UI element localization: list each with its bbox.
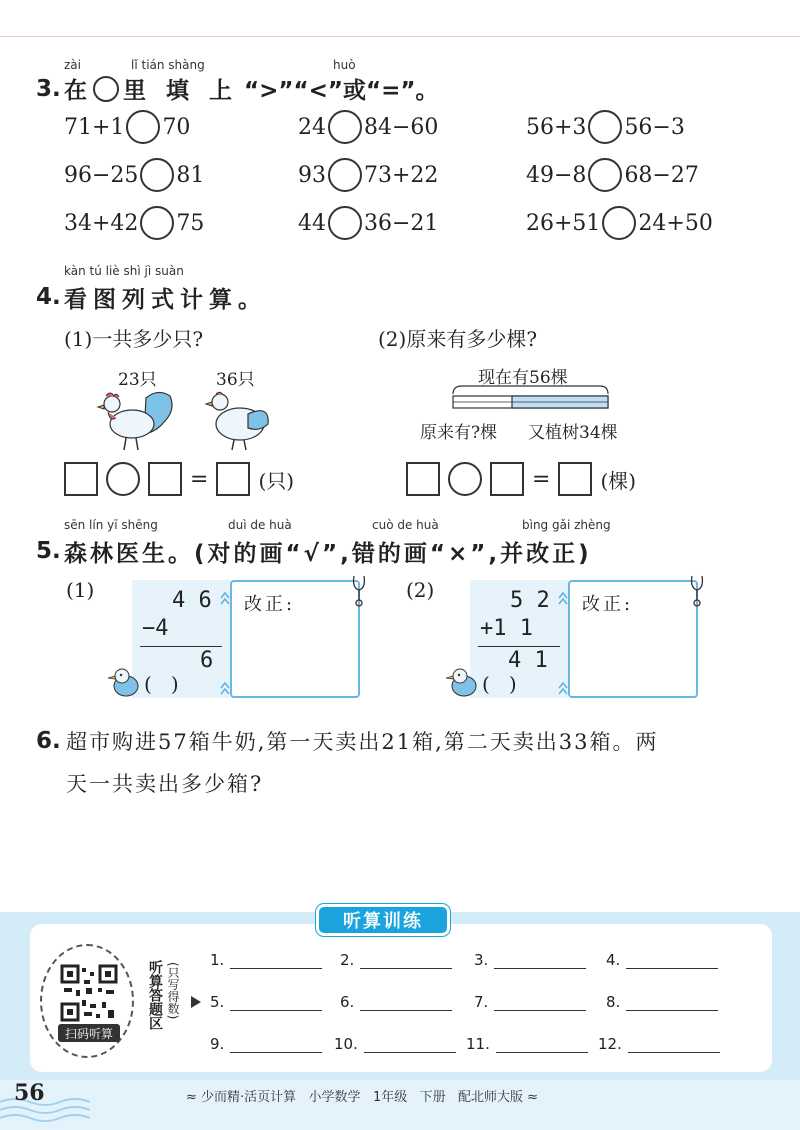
scan-label-text: 扫码听算 bbox=[64, 1026, 113, 1041]
bar-right-label: 又植树34棵 bbox=[528, 423, 618, 443]
equation-row-2 bbox=[406, 462, 636, 496]
listening-banner-title: 听算训练 bbox=[343, 911, 423, 932]
answer-circle[interactable] bbox=[140, 206, 174, 240]
calc-line bbox=[478, 646, 560, 647]
expr-left: 34+42 bbox=[64, 210, 139, 236]
answer-slot[interactable]: 1. bbox=[210, 950, 322, 969]
answer-circle[interactable] bbox=[588, 158, 622, 192]
compare-item bbox=[298, 110, 438, 144]
qr-code-icon[interactable] bbox=[60, 964, 118, 1022]
answer-area-label: 听算答题区 bbox=[147, 960, 163, 1030]
item-label: (2) bbox=[406, 578, 435, 602]
compare-item bbox=[526, 158, 699, 192]
unit-label: (只) bbox=[258, 468, 295, 493]
footer-text: ≈ 少而精·活页计算 小学数学 1年级 下册 配北师大版 ≈ bbox=[186, 1090, 539, 1105]
answer-slot[interactable]: 10. bbox=[334, 1034, 456, 1053]
answer-box[interactable] bbox=[558, 462, 592, 496]
compare-item bbox=[64, 158, 204, 192]
answer-slot[interactable]: 12. bbox=[598, 1034, 720, 1053]
bird-doctor-icon bbox=[442, 662, 482, 702]
expr-left: 71+1 bbox=[64, 114, 125, 140]
pinyin: duì de huà bbox=[228, 518, 292, 532]
answer-circle[interactable] bbox=[328, 110, 362, 144]
calc-result: 4 1 bbox=[508, 648, 548, 673]
q3-title-b: 里 填 上 bbox=[123, 78, 239, 104]
stethoscope-icon bbox=[688, 574, 706, 608]
q3-title-a: 在 bbox=[64, 78, 93, 104]
q4-sub2: (2)原来有多少棵? bbox=[378, 327, 538, 351]
equals-sign: = bbox=[190, 466, 209, 492]
question-number: 3. bbox=[36, 76, 61, 102]
bar-left-label: 原来有?棵 bbox=[420, 423, 498, 443]
page-number: 56 bbox=[14, 1080, 45, 1106]
rooster-icon bbox=[96, 388, 178, 454]
expr-right: 68−27 bbox=[624, 162, 699, 188]
expr-right: 81 bbox=[176, 162, 205, 188]
pinyin: bìng gǎi zhèng bbox=[522, 518, 611, 532]
circle-icon bbox=[93, 76, 119, 102]
expr-right: 84−60 bbox=[364, 114, 439, 140]
calc-top: 4 6 bbox=[172, 588, 212, 613]
calc-top: 5 2 bbox=[510, 588, 550, 613]
q4-sub1: (1)一共多少只? bbox=[64, 327, 204, 351]
answer-slot[interactable]: 4. bbox=[606, 950, 718, 969]
answer-circle[interactable] bbox=[126, 110, 160, 144]
answer-circle[interactable] bbox=[602, 206, 636, 240]
answer-circle[interactable] bbox=[588, 110, 622, 144]
hen-icon bbox=[204, 388, 274, 454]
expr-right: 70 bbox=[162, 114, 191, 140]
q6-line1: 超市购进57箱牛奶,第一天卖出21箱,第二天卖出33箱。两 bbox=[66, 730, 659, 754]
expr-right: 36−21 bbox=[364, 210, 439, 236]
answer-circle[interactable] bbox=[140, 158, 174, 192]
question-number: 4. bbox=[36, 284, 61, 310]
header-rule bbox=[0, 36, 800, 37]
play-arrow-icon bbox=[190, 995, 202, 1009]
q4-title: 看图列式计算。 bbox=[64, 287, 267, 313]
operator-circle[interactable] bbox=[106, 462, 140, 496]
bird-doctor-icon bbox=[104, 662, 144, 702]
pinyin: sēn lín yī shēng bbox=[64, 518, 158, 532]
listening-banner bbox=[316, 904, 450, 936]
answer-slot[interactable]: 2. bbox=[340, 950, 452, 969]
answer-box[interactable] bbox=[490, 462, 524, 496]
operator-circle[interactable] bbox=[448, 462, 482, 496]
count-label: 36只 bbox=[216, 370, 255, 390]
pinyin: zài bbox=[64, 58, 81, 72]
question-number: 6. bbox=[36, 728, 61, 754]
bar-top-label: 现在有56棵 bbox=[478, 368, 568, 388]
expr-left: 24 bbox=[298, 114, 326, 140]
answer-box[interactable] bbox=[406, 462, 440, 496]
answer-box[interactable] bbox=[216, 462, 250, 496]
answer-slot[interactable]: 9. bbox=[210, 1034, 322, 1053]
expr-left: 56+3 bbox=[526, 114, 587, 140]
compare-item bbox=[64, 110, 190, 144]
bar-diagram bbox=[450, 380, 612, 416]
q3-title bbox=[64, 72, 439, 105]
answer-slot[interactable]: 11. bbox=[466, 1034, 588, 1053]
equals-sign: = bbox=[532, 466, 551, 492]
judge-bracket[interactable]: ( ) bbox=[144, 672, 179, 696]
pinyin: lǐ tián shàng bbox=[131, 58, 205, 72]
answer-box[interactable] bbox=[148, 462, 182, 496]
calc-line bbox=[140, 646, 222, 647]
q5-title: 森林医生。(对的画“√”,错的画“×”,并改正) bbox=[64, 541, 592, 567]
caret-icon bbox=[219, 590, 231, 698]
count-label: 23只 bbox=[118, 370, 157, 390]
q6-line2: 天一共卖出多少箱? bbox=[66, 772, 264, 796]
pinyin: kàn tú liè shì jì suàn bbox=[64, 264, 184, 278]
question-number: 5. bbox=[36, 538, 61, 564]
answer-circle[interactable] bbox=[328, 206, 362, 240]
expr-right: 73+22 bbox=[364, 162, 439, 188]
answer-slot[interactable]: 3. bbox=[474, 950, 586, 969]
answer-slot[interactable]: 8. bbox=[606, 992, 718, 1011]
calc-operand: −4 bbox=[142, 616, 169, 641]
expr-right: 24+50 bbox=[638, 210, 713, 236]
expr-right: 75 bbox=[176, 210, 205, 236]
compare-item bbox=[526, 206, 713, 240]
item-label: (1) bbox=[66, 578, 95, 602]
judge-bracket[interactable]: ( ) bbox=[482, 672, 517, 696]
pinyin: huò bbox=[333, 58, 356, 72]
answer-slot[interactable]: 6. bbox=[340, 992, 452, 1011]
answer-slot[interactable]: 5. bbox=[210, 992, 322, 1011]
expr-left: 96−25 bbox=[64, 162, 139, 188]
expr-left: 44 bbox=[298, 210, 326, 236]
equation-row-1 bbox=[64, 462, 294, 496]
caret-icon bbox=[557, 590, 569, 698]
compare-item bbox=[64, 206, 204, 240]
answer-slot[interactable]: 7. bbox=[474, 992, 586, 1011]
unit-label: (棵) bbox=[600, 468, 637, 493]
calc-result: 6 bbox=[200, 648, 214, 673]
calc-operand: +1 1 bbox=[480, 616, 533, 641]
pinyin: cuò de huà bbox=[372, 518, 439, 532]
expr-left: 49−8 bbox=[526, 162, 587, 188]
answer-area-note: (只写得数) bbox=[166, 962, 180, 1020]
compare-item bbox=[526, 110, 685, 144]
expr-right: 56−3 bbox=[624, 114, 685, 140]
q3-title-c: “>”“<”或“=”。 bbox=[244, 78, 439, 104]
compare-item bbox=[298, 158, 438, 192]
stethoscope-icon bbox=[350, 574, 368, 608]
scan-label bbox=[58, 1024, 120, 1042]
expr-left: 26+51 bbox=[526, 210, 601, 236]
expr-left: 93 bbox=[298, 162, 326, 188]
fix-label: 改正: bbox=[582, 594, 634, 615]
answer-circle[interactable] bbox=[328, 158, 362, 192]
compare-item bbox=[298, 206, 438, 240]
answer-box[interactable] bbox=[64, 462, 98, 496]
fix-label: 改正: bbox=[244, 594, 296, 615]
